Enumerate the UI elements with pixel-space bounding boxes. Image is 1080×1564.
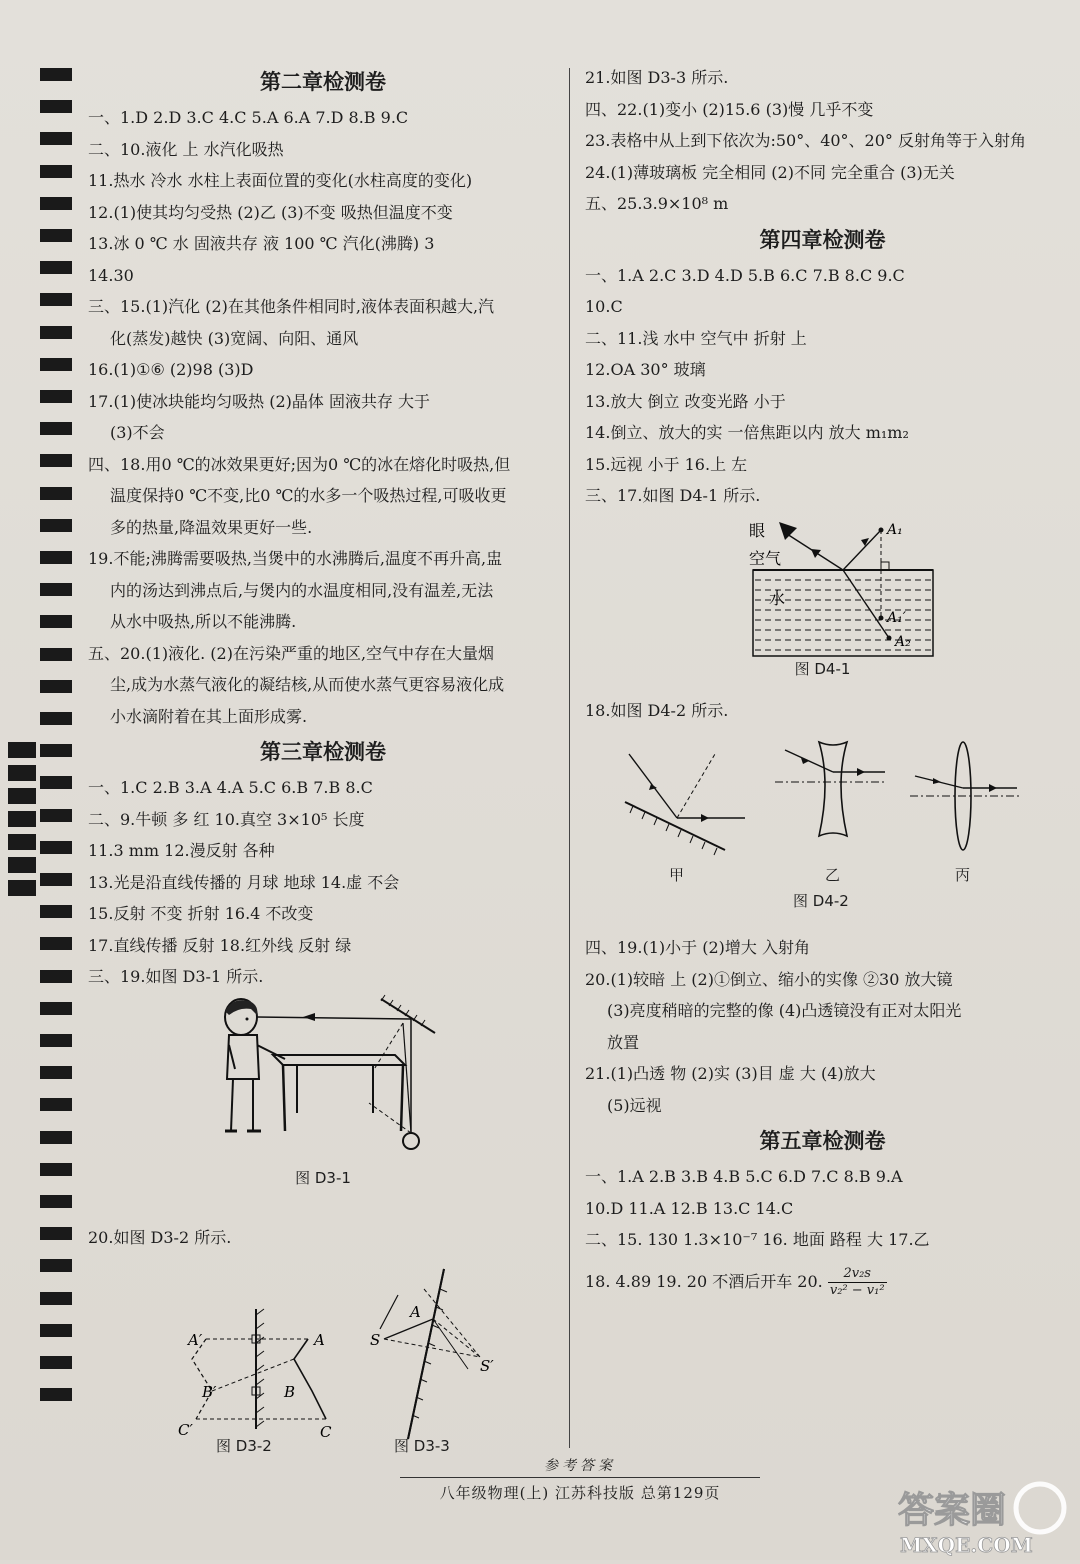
binding-tab bbox=[40, 551, 72, 564]
answer-line: 内的汤达到沸点后,与煲内的水温度相同,没有温差,无法 bbox=[110, 580, 494, 600]
answer-line: 化(蒸发)越快 (3)宽阔、向阳、通风 bbox=[110, 328, 359, 348]
answer-line: 15.远视 小于 16.上 左 bbox=[585, 454, 748, 474]
chapter2-title: 第二章检测卷 bbox=[260, 70, 386, 94]
binding-tab bbox=[40, 390, 72, 403]
page-footer bbox=[400, 1455, 760, 1503]
chapter3-title: 第三章检测卷 bbox=[260, 740, 386, 764]
figure-d4-1-caption: 图 D4-1 bbox=[794, 659, 851, 678]
answer-line: 小水滴附着在其上面形成雾. bbox=[110, 706, 308, 726]
watermark-url: MXQE.COM bbox=[900, 1533, 1033, 1557]
binding-tab-outer bbox=[8, 765, 36, 781]
binding-tab bbox=[40, 519, 72, 532]
answer-line: 17.(1)使冰块能均匀吸热 (2)晶体 固液共存 大于 bbox=[88, 391, 431, 411]
binding-tab bbox=[40, 776, 72, 789]
chapter3-answers bbox=[88, 772, 558, 993]
answer-line: 四、22.(1)变小 (2)15.6 (3)慢 几乎不变 bbox=[585, 99, 874, 119]
binding-tab-outer bbox=[8, 742, 36, 758]
figure-d3-3-caption: 图 D3-3 bbox=[394, 1437, 450, 1455]
answer-line: 二、10.液化 上 水汽化吸热 bbox=[88, 139, 284, 159]
left-column bbox=[88, 62, 558, 1455]
label-s: S bbox=[370, 1331, 381, 1349]
binding-tab bbox=[40, 358, 72, 371]
binding-tab-outer bbox=[8, 857, 36, 873]
footer-rule bbox=[400, 1477, 760, 1478]
binding-tab bbox=[40, 1002, 72, 1015]
answer-line: 一、1.A 2.C 3.D 4.D 5.B 6.C 7.B 8.C 9.C bbox=[585, 265, 905, 285]
answer-line: 三、19.如图 D3-1 所示. bbox=[88, 967, 264, 986]
binding-tab bbox=[40, 648, 72, 661]
label-bing: 丙 bbox=[955, 866, 971, 884]
answer-line: 15.反射 不变 折射 16.4 不改变 bbox=[88, 904, 314, 923]
binding-tab-outer bbox=[8, 788, 36, 804]
answer-line: 四、18.用0 ℃的冰效果更好;因为0 ℃的冰在熔化时吸热,但 bbox=[88, 454, 511, 474]
binding-tab bbox=[40, 615, 72, 628]
chapter2-answers bbox=[88, 102, 558, 732]
figure-d4-2-caption: 图 D4-2 bbox=[793, 892, 849, 910]
answer-line: 五、20.(1)液化. (2)在污染严重的地区,空气中存在大量烟 bbox=[88, 643, 495, 663]
answer-line: 一、1.C 2.B 3.A 4.A 5.C 6.B 7.B 8.C bbox=[88, 778, 373, 797]
chapter3-continued bbox=[585, 62, 1060, 220]
binding-tab bbox=[40, 229, 72, 242]
binding-tab bbox=[40, 744, 72, 757]
q20-line: 20.如图 D3-2 所示. bbox=[88, 1227, 232, 1247]
formula-numerator: 2v₂s bbox=[828, 1266, 887, 1283]
binding-tab bbox=[40, 1098, 72, 1111]
binding-tab bbox=[40, 422, 72, 435]
answer-line: 10.D 11.A 12.B 13.C 14.C bbox=[585, 1198, 794, 1218]
answer-line: 14.倒立、放大的实 一倍焦距以内 放大 m₁m₂ bbox=[585, 423, 909, 442]
binding-tab bbox=[40, 873, 72, 886]
binding-tab bbox=[40, 326, 72, 339]
binding-tab bbox=[40, 1324, 72, 1337]
binding-tab bbox=[40, 712, 72, 725]
figures-d3-2-d3-3 bbox=[88, 1259, 558, 1455]
binding-tab bbox=[40, 454, 72, 467]
label-a: A bbox=[314, 1331, 325, 1349]
binding-tab bbox=[40, 1131, 72, 1144]
label-a1: A₁ bbox=[886, 521, 903, 538]
label-b-prime: B′ bbox=[202, 1383, 217, 1401]
answer-line: (3)亮度稍暗的完整的像 (4)凸透镜没有正对太阳光 bbox=[607, 1001, 962, 1020]
figure-d4-1-drawing bbox=[693, 518, 953, 658]
chapter4-answers-more bbox=[585, 932, 1060, 1121]
chapter4-title: 第四章检测卷 bbox=[759, 227, 886, 252]
answer-line: 二、9.牛顿 多 红 10.真空 3×10⁵ 长度 bbox=[88, 809, 365, 829]
answer-line: 温度保持0 ℃不变,比0 ℃的水多一个吸热过程,可吸收更 bbox=[110, 486, 507, 505]
answer-line: 从水中吸热,所以不能沸腾. bbox=[110, 612, 297, 631]
figure-d4-1 bbox=[693, 518, 953, 658]
answer-line: 13.放大 倒立 改变光路 小于 bbox=[585, 391, 786, 411]
figure-d3-1-caption: 图 D3-1 bbox=[295, 1168, 351, 1187]
binding-tab bbox=[40, 165, 72, 178]
binding-tab bbox=[40, 1292, 72, 1305]
binding-tab bbox=[40, 1259, 72, 1272]
watermark-drawing bbox=[890, 1470, 1070, 1560]
label-s-prime: S′ bbox=[480, 1357, 494, 1375]
binding-tab bbox=[40, 1195, 72, 1208]
answer-line: 13.光是沿直线传播的 月球 地球 14.虚 不会 bbox=[88, 872, 400, 892]
answer-line: 三、17.如图 D4-1 所示. bbox=[585, 486, 761, 505]
binding-tab bbox=[40, 487, 72, 500]
figure-d3-2-caption: 图 D3-2 bbox=[216, 1437, 272, 1455]
answer-line: 四、19.(1)小于 (2)增大 入射角 bbox=[585, 938, 810, 957]
answer-line: 11.3 mm 12.漫反射 各种 bbox=[88, 841, 275, 860]
footer-label: 参考答案 bbox=[544, 1458, 616, 1474]
figure-d4-2 bbox=[585, 726, 1060, 912]
binding-tab bbox=[40, 100, 72, 113]
right-column bbox=[585, 62, 1060, 1299]
label-jia: 甲 bbox=[669, 866, 685, 884]
answer-line: 三、15.(1)汽化 (2)在其他条件相同时,液体表面积越大,汽 bbox=[88, 297, 495, 316]
formula-fraction bbox=[828, 1266, 887, 1299]
answer-line: 21.(1)凸透 物 (2)实 (3)目 虚 大 (4)放大 bbox=[585, 1064, 876, 1083]
label-water: 水 bbox=[768, 588, 785, 608]
formula-denominator: v₂² − v₁² bbox=[829, 1282, 885, 1298]
answer-line: 21.如图 D3-3 所示. bbox=[585, 68, 729, 87]
binding-tab bbox=[40, 680, 72, 693]
label-air: 空气 bbox=[748, 548, 781, 568]
answer-line: 12.(1)使其均匀受热 (2)乙 (3)不变 吸热但温度不变 bbox=[88, 202, 453, 222]
answer-line: 16.(1)①⑥ (2)98 (3)D bbox=[88, 360, 254, 379]
binding-tab bbox=[40, 132, 72, 145]
footer-book-info: 八年级物理(上) 江苏科技版 总第129页 bbox=[439, 1484, 721, 1502]
binding-tab bbox=[40, 68, 72, 81]
answer-line: 尘,成为水蒸气液化的凝结核,从而使水蒸气更容易液化成 bbox=[110, 675, 505, 694]
binding-tab bbox=[40, 905, 72, 918]
label-eye: 眼 bbox=[748, 520, 765, 540]
label-c: C bbox=[320, 1423, 332, 1441]
label-b: B bbox=[284, 1383, 296, 1401]
answer-line: 14.30 bbox=[88, 265, 134, 285]
label-a-d33: A bbox=[410, 1303, 421, 1321]
label-a2: A₂ bbox=[894, 633, 911, 650]
q18-line: 18.如图 D4-2 所示. bbox=[585, 700, 729, 720]
binding-tab bbox=[40, 261, 72, 274]
binding-tab bbox=[40, 1356, 72, 1369]
answer-line: 20.(1)较暗 上 (2)①倒立、缩小的实像 ②30 放大镜 bbox=[585, 969, 953, 989]
binding-tab bbox=[40, 583, 72, 596]
column-divider bbox=[569, 68, 570, 1448]
answer-line: (3)不会 bbox=[110, 423, 165, 442]
answer-line: 二、11.浅 水中 空气中 折射 上 bbox=[585, 328, 807, 348]
figure-d3-1-drawing bbox=[173, 993, 473, 1163]
chapter5-last-line bbox=[585, 1266, 1060, 1299]
label-yi: 乙 bbox=[825, 866, 841, 884]
answer-line: 12.OA 30° 玻璃 bbox=[585, 360, 706, 379]
binding-tab-outer bbox=[8, 880, 36, 896]
label-c-prime: C′ bbox=[178, 1421, 193, 1439]
answer-line: 11.热水 冷水 水柱上表面位置的变化(水柱高度的变化) bbox=[88, 171, 473, 190]
answer-line: (5)远视 bbox=[607, 1095, 662, 1115]
answer-line: 五、25.3.9×10⁸ m bbox=[585, 194, 729, 213]
answer-line: 10.C bbox=[585, 297, 623, 316]
answer-line: 23.表格中从上到下依次为:50°、40°、20° 反射角等于入射角 bbox=[585, 131, 1027, 150]
answer-line: 二、15. 130 1.3×10⁻⁷ 16. 地面 路程 大 17.乙 bbox=[585, 1230, 930, 1249]
watermark-logo bbox=[890, 1470, 1070, 1560]
chapter5-title: 第五章检测卷 bbox=[759, 1129, 886, 1153]
chapter5-last-text: 18. 4.89 19. 20 不酒后开车 20. bbox=[585, 1271, 823, 1291]
figure-d3-1 bbox=[173, 993, 473, 1163]
binding-tab bbox=[40, 1034, 72, 1047]
answer-line: 17.直线传播 反射 18.红外线 反射 绿 bbox=[88, 935, 352, 955]
answer-line: 19.不能;沸腾需要吸热,当煲中的水沸腾后,温度不再升高,盅 bbox=[88, 549, 503, 568]
chapter5-answers bbox=[585, 1161, 1060, 1256]
answer-line: 多的热量,降温效果更好一些. bbox=[110, 517, 313, 537]
binding-tab bbox=[40, 1227, 72, 1240]
binding-tab-outer bbox=[8, 834, 36, 850]
binding-tab bbox=[40, 1388, 72, 1401]
binding-tab bbox=[40, 841, 72, 854]
answer-line: 24.(1)薄玻璃板 完全相同 (2)不同 完全重合 (3)无关 bbox=[585, 162, 955, 182]
answer-line: 一、1.A 2.B 3.B 4.B 5.C 6.D 7.C 8.B 9.A bbox=[585, 1167, 903, 1186]
answer-line: 13.冰 0 ℃ 水 固液共存 液 100 ℃ 汽化(沸腾) 3 bbox=[88, 234, 435, 253]
binding-tab-outer bbox=[8, 811, 36, 827]
answer-line: 一、1.D 2.D 3.C 4.C 5.A 6.A 7.D 8.B 9.C bbox=[88, 108, 409, 127]
figure-d3-2-d3-3-drawing bbox=[88, 1259, 558, 1449]
binding-tab bbox=[40, 970, 72, 983]
answer-line: 放置 bbox=[607, 1032, 640, 1052]
binding-tab bbox=[40, 1066, 72, 1079]
binding-tab bbox=[40, 197, 72, 210]
watermark-main-text: 答案圈 bbox=[898, 1489, 1007, 1531]
binding-tab bbox=[40, 937, 72, 950]
figure-d4-2-drawing bbox=[585, 726, 1060, 876]
binding-tab bbox=[40, 1163, 72, 1176]
label-a1-prime: A₁′ bbox=[886, 609, 906, 626]
chapter4-answers bbox=[585, 260, 1060, 512]
label-a-prime: A′ bbox=[188, 1331, 203, 1349]
binding-tab bbox=[40, 809, 72, 822]
binding-tab bbox=[40, 293, 72, 306]
